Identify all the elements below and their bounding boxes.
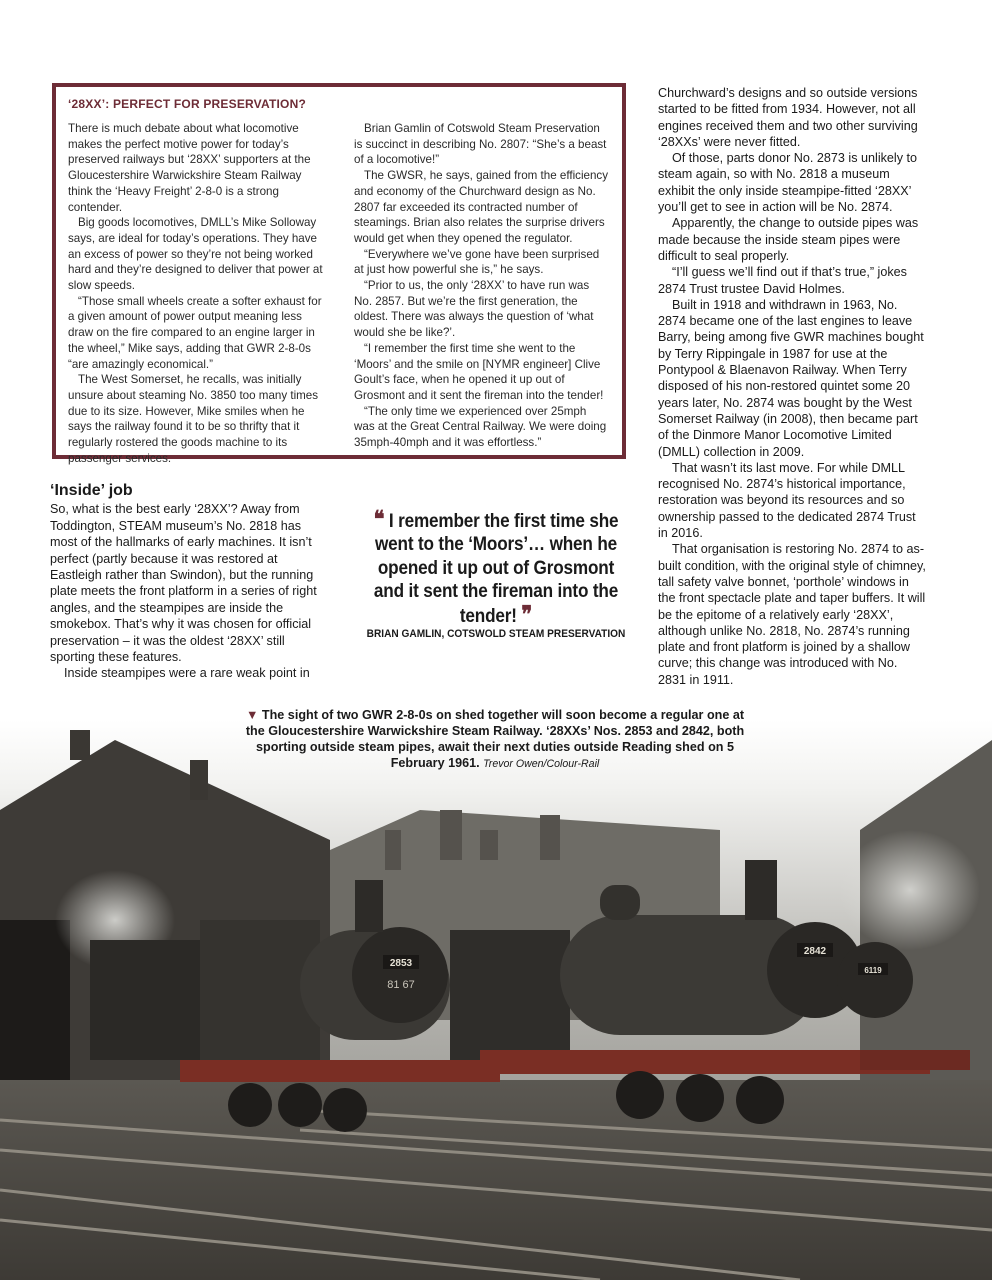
caption-text: The sight of two GWR 2-8-0s on shed together will soon become a regular one at the Gloucestershire Warwickshire Steam Railway. ‘28XXs’ Nos. 2853 and 2842, both sporting outside steam pipes, await their next duties outside Reading shed on 5 February 1961. (245, 708, 745, 770)
loco-number-2842: 2842 (803, 946, 827, 957)
close-quote-icon: ❞ (521, 601, 533, 628)
article-paragraph: That wasn’t its last move. For while DMLL recognised No. 2874’s historical importance, restoration was beyond its resources and so ownership passed to the dedicated 2874 Trust in 2016. (658, 460, 916, 541)
sidebar-paragraph: The GWSR, he says, gained from the efficiency and economy of the Churchward design as No. 2807 far exceeded its contracted number of steamings. Brian also relates the surprise drivers would get when they opened the regulator. (354, 169, 609, 245)
loco-number-2853: 2853 (389, 958, 413, 969)
sidebar-box (52, 83, 626, 465)
right-article-column (658, 85, 928, 688)
sidebar-paragraph: Big goods locomotives, DMLL’s Mike Solloway says, are ideal for today’s operations. They have an excess of power so they’re not being worked hard and they’re designed to deliver that power at slow speeds. (68, 216, 323, 293)
open-quote-icon: ❝ (373, 506, 385, 532)
pull-quote-attribution: BRIAN GAMLIN, COTSWOLD STEAM PRESERVATION (366, 628, 626, 641)
article-paragraph: Of those, parts donor No. 2873 is unlikely to steam again, so with No. 2818 a museum exhibit the only inside steampipe-fitted ‘28XX’ you’ll get to see in action will be No. 2874. (658, 151, 918, 215)
loco-shedplate: 81 67 (387, 979, 415, 991)
sidebar-paragraph: “Everywhere we’ve gone have been surprised at just how powerful she is,” he says. (354, 247, 600, 277)
article-paragraph: Churchward’s designs and so outside versions started to be fitted from 1934. However, not all engines received them and two other surviving ‘28XXs’ were never fitted. (658, 86, 918, 149)
article-paragraph: That organisation is restoring No. 2874 to as-built condition, with the original style of chimney, tall safety valve bonnet, ‘porthole’ windows in the front spectacle plate and taper buffers. It will be the epitome of a relatively early ‘28XX’, although unlike No. 2818, No. 2874’s running plate and front platform is joined by a shallow curve; this change was introduced with No. 2831 in 1911. (658, 542, 926, 687)
caption-marker-icon: ▼ (245, 708, 259, 722)
section-heading: ‘Inside’ job (50, 482, 133, 499)
pull-quote (350, 508, 642, 640)
sidebar-paragraph: Brian Gamlin of Cotswold Steam Preservation is succinct in describing No. 2807: “She’s a beast of a locomotive!” (354, 122, 607, 167)
sidebar-column-2 (354, 121, 610, 466)
article-paragraph: Apparently, the change to outside pipes was made because the inside steam pipes were difficult to seal properly. (658, 216, 919, 263)
sidebar-paragraph: “Those small wheels create a softer exhaust for a given amount of power output meaning less draw on the fire compared to an engine larger in the wheel,” Mike says, adding that GWR 2-8-0s “are amazingly economical.” (68, 294, 322, 371)
locomotive-shed-photo (0, 720, 992, 1280)
pull-quote-text: I remember the first time she went to the ‘Moors’… when he opened it up out of Grosmont and it sent the fireman into the tender! (373, 510, 619, 628)
photo-caption (245, 707, 745, 772)
sidebar-column-1 (68, 121, 324, 466)
article-paragraph: Inside steampipes were a rare weak point in (64, 666, 310, 681)
left-article-column (50, 483, 328, 682)
sidebar-title: ‘28XX’: PERFECT FOR PRESERVATION? (68, 97, 306, 111)
article-paragraph: “I’ll guess we’ll find out if that’s true,” jokes 2874 Trust trustee David Holmes. (658, 265, 907, 296)
sidebar-paragraph: “The only time we experienced over 25mph was at the Great Central Railway. We were doing 35mph-40mph and it was effortless.” (354, 404, 607, 450)
sidebar-paragraph: The West Somerset, he recalls, was initially unsure about steaming No. 3850 too many times due to its size. However, Mike smiles when he says the railway found it to be so thrifty that it regularly rostered the goods machine to its passenger services. (68, 373, 319, 465)
article-paragraph: Built in 1918 and withdrawn in 1963, No. 2874 became one of the last engines to leave Barry, being among five GWR machines bought by Terry Rippingale in 1987 for use at the Pontypool & Blaenavon Railway. When Terry disposed of his non-restored quintet some 20 years later, No. 2874 was bought by the West Somerset Railway (in 2008), then became part of the Dinmore Manor Locomotive Limited (DMLL) collection in 2009. (658, 297, 924, 459)
loco-number-6119: 6119 (864, 966, 882, 975)
photo-credit: Trevor Owen/Colour-Rail (483, 758, 600, 770)
sidebar-paragraph: There is much debate about what locomotive makes the perfect motive power for today’s preserved railways but ‘28XX’ supporters at the Gloucestershire Warwickshire Steam Railway think the ‘Heavy Freight’ 2-8-0 is a strong contender. (68, 122, 311, 214)
sidebar-paragraph: “I remember the first time she went to the ‘Moors’ and the smile on [NYMR engineer] Clive Goult’s face, when he opened it up out of Grosmont and it sent the fireman into the tender! (354, 341, 604, 402)
article-paragraph: So, what is the best early ‘28XX’? Away from Toddington, STEAM museum’s No. 2818 has most of the hallmarks of early machines. It isn’t perfect (partly because it was restored at Eastleigh rather than Swindon), but the running plate meets the front platform in a series of right angles, and the steampipes are inside the smokebox. That’s why it was chosen for official preservation – it was the oldest ‘28XX’ still sporting these features. (50, 502, 317, 665)
sidebar-paragraph: “Prior to us, the only ‘28XX’ to have run was No. 2857. But we’re the first generation, the oldest. There was always the question of ‘what would she be like?’. (354, 279, 594, 340)
